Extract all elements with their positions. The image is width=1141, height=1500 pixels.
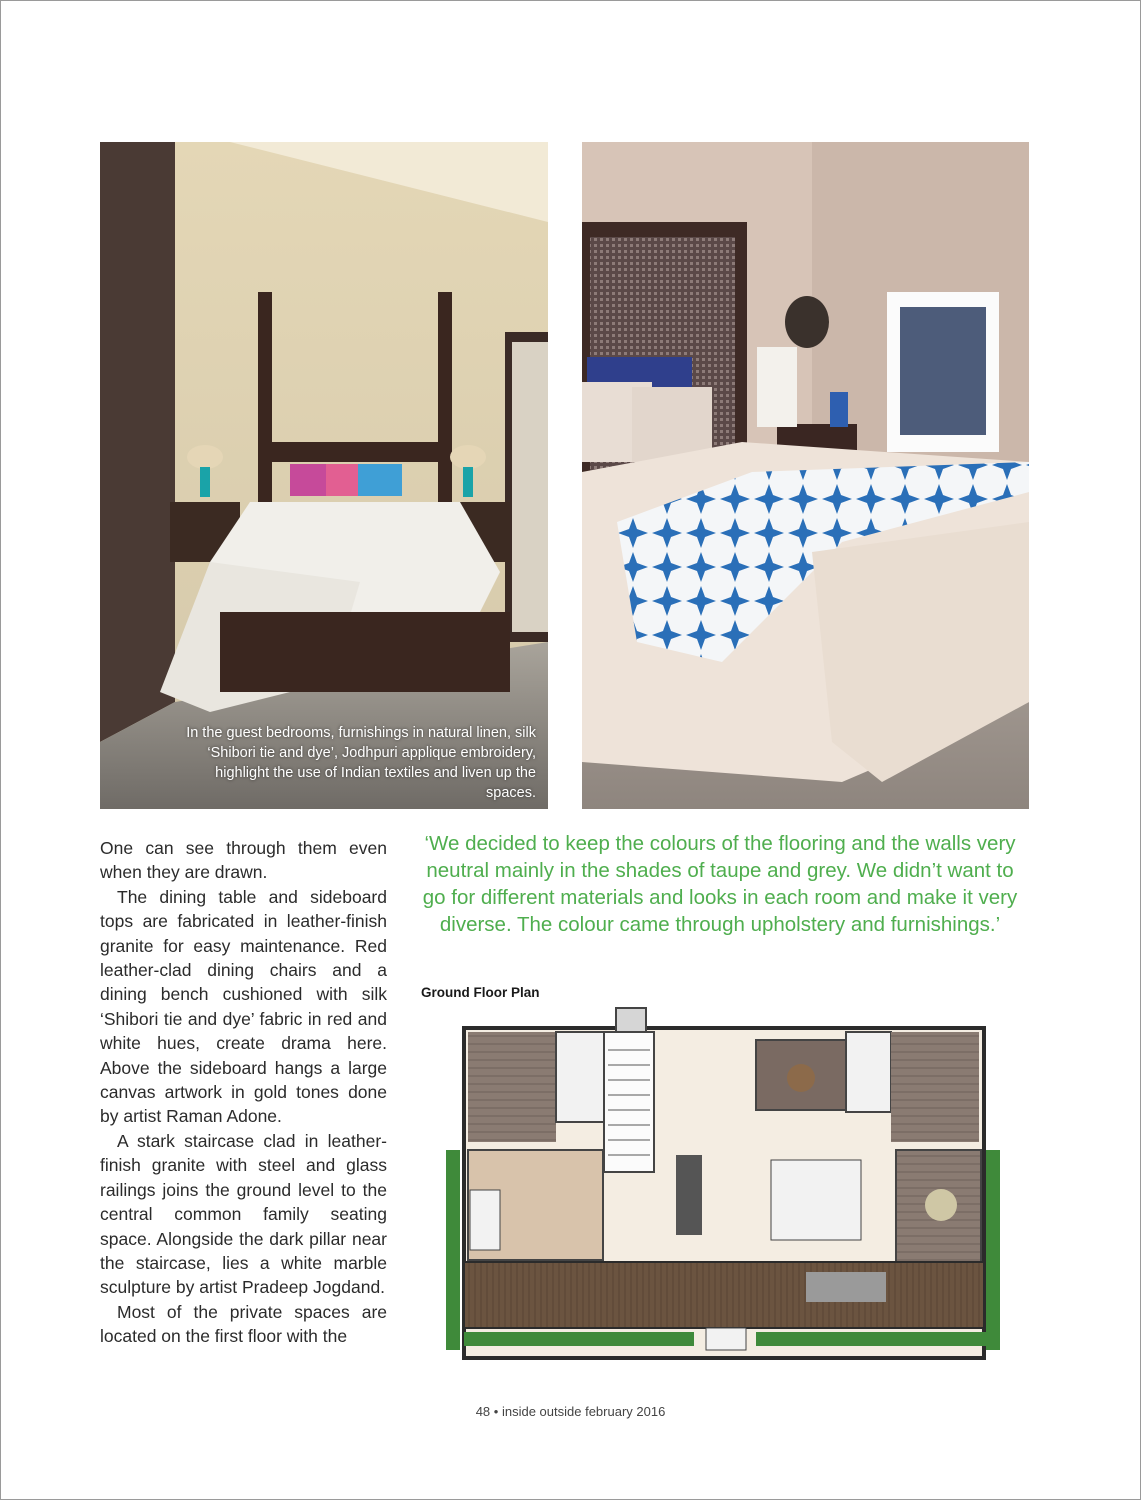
page-footer [0, 1404, 1141, 1419]
bedroom-illustration-right [582, 142, 1029, 809]
photo-caption: In the guest bedrooms, furnishings in natural linen, silk ‘Shibori tie and dye’, Jodhpuri applique embroidery, highlight the use of Indian textiles and liven up the spaces. [186, 725, 536, 801]
pull-quote: ‘We decided to keep the colours of the flooring and the walls very neutral mainly in the shades of taupe and grey. We didn’t want to go for different materials and looks in each room and make it very diverse. The colour came through upholstery and furnishings.’ [422, 832, 1018, 936]
body-paragraph: One can see through them even when they are drawn. [100, 838, 387, 883]
floor-plan-drawing [436, 1000, 1008, 1360]
footer-separator: • [493, 1404, 499, 1419]
guest-bedroom-photo-right [582, 142, 1029, 809]
guest-bedroom-photo-left [100, 142, 548, 809]
body-paragraph: The dining table and sideboard tops are fabricated in leather-finish granite for easy maintenance. Red leather-clad dining chairs and a dining bench cushioned with silk ‘Shibori tie and dye’ fabric in red and white hues, create drama here. Above the sideboard hangs a large canvas artwork in gold tones done by artist Raman Adone. [100, 886, 387, 1127]
floor-plan-label: Ground Floor Plan [421, 985, 540, 1000]
publication-name: inside outside february 2016 [501, 1404, 666, 1419]
ground-floor-plan [436, 1000, 1008, 1360]
bedroom-illustration-left [100, 142, 548, 809]
body-paragraph: Most of the private spaces are located on the first floor with the [100, 1301, 387, 1347]
body-paragraph: A stark staircase clad in leather-finish granite with steel and glass railings joins the ground level to the central common family seating space. Alongside the dark pillar near the staircase, lies a white marble sculpture by artist Pradeep Jogdand. [100, 1130, 387, 1298]
article-body [100, 836, 387, 1349]
page-number: 48 [475, 1404, 491, 1419]
